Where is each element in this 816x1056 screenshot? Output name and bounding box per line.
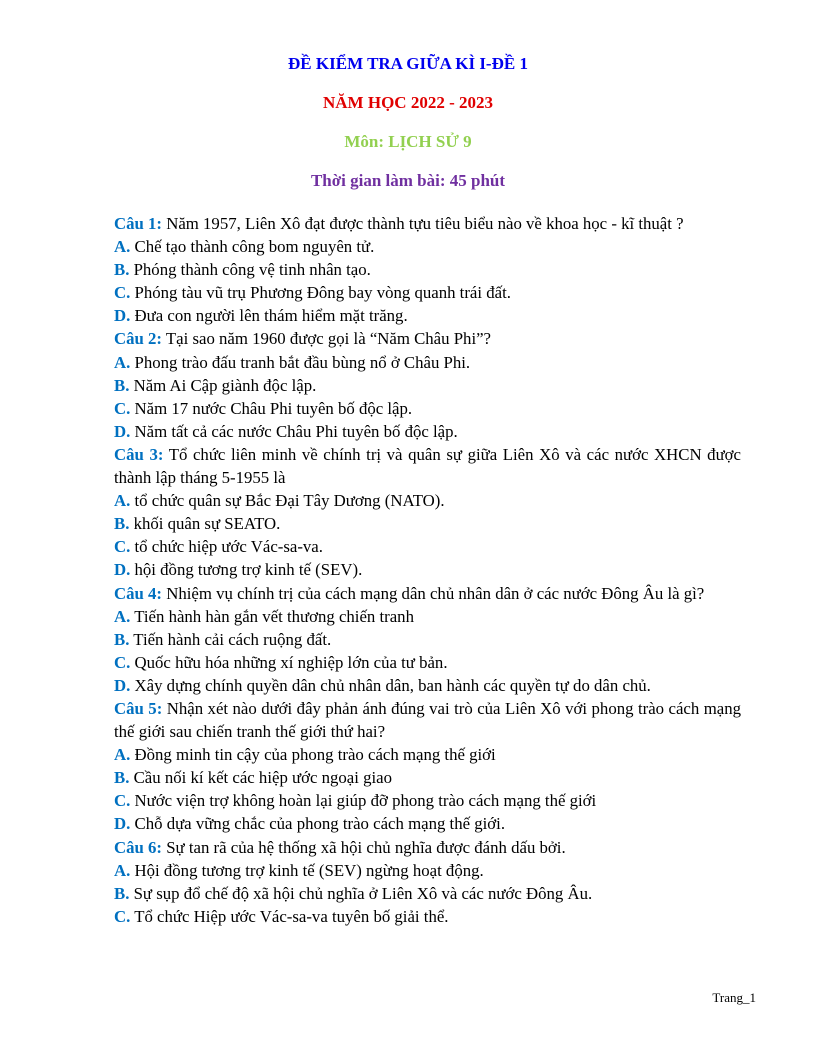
question-label: Câu 6: xyxy=(114,837,163,857)
answer-option xyxy=(114,374,741,397)
option-letter: B. xyxy=(114,629,130,649)
option-letter: D. xyxy=(114,814,131,834)
option-text: Tổ chức Hiệp ước Vác-sa-va tuyên bố giải thể. xyxy=(130,906,449,926)
option-letter: C. xyxy=(114,283,131,303)
option-text: tổ chức quân sự Bắc Đại Tây Dương (NATO). xyxy=(130,491,445,511)
option-letter: C. xyxy=(114,652,131,672)
question-label: Câu 5: xyxy=(114,698,163,718)
question-label: Câu 1: xyxy=(114,214,163,233)
option-letter: B. xyxy=(114,260,130,280)
question-block xyxy=(114,697,741,836)
option-letter: C. xyxy=(114,398,131,418)
option-letter: D. xyxy=(114,421,131,441)
answer-option xyxy=(114,628,741,651)
answer-option xyxy=(114,905,741,928)
question-body: Năm 1957, Liên Xô đạt được thành tựu tiêu biểu nào về khoa học - kĩ thuật ? xyxy=(162,214,684,233)
option-letter: A. xyxy=(114,606,131,626)
option-letter: A. xyxy=(114,491,131,511)
exam-title: ĐỀ KIỂM TRA GIỮA KÌ I-ĐỀ 1 xyxy=(288,54,528,73)
question-label: Câu 3: xyxy=(114,444,164,464)
option-text: Đồng minh tin cậy của phong trào cách mạng thế giới xyxy=(130,745,496,765)
option-letter: A. xyxy=(114,352,131,372)
answer-option xyxy=(114,397,741,420)
option-text: Xây dựng chính quyền dân chủ nhân dân, ban hành các quyền tự do dân chủ. xyxy=(130,675,651,695)
subject-line: Môn: LỊCH SỬ 9 xyxy=(344,132,472,151)
answer-option xyxy=(114,258,741,281)
option-letter: D. xyxy=(114,306,131,326)
question-block xyxy=(114,443,741,582)
option-letter: B. xyxy=(114,768,130,788)
option-letter: C. xyxy=(114,537,131,557)
question-text xyxy=(114,327,741,350)
answer-option xyxy=(114,766,741,789)
option-text: khối quân sự SEATO. xyxy=(129,514,281,534)
school-year: NĂM HỌC 2022 - 2023 xyxy=(323,93,493,112)
question-text xyxy=(114,582,741,605)
question-block xyxy=(114,212,741,327)
answer-option xyxy=(114,489,741,512)
option-letter: D. xyxy=(114,560,131,580)
answer-option xyxy=(114,605,741,628)
option-letter: D. xyxy=(114,675,131,695)
question-block xyxy=(114,582,741,697)
answer-option xyxy=(114,789,741,812)
option-letter: B. xyxy=(114,883,130,903)
answer-option xyxy=(114,351,741,374)
option-letter: A. xyxy=(114,237,131,257)
option-text: Chỗ dựa vững chắc của phong trào cách mạng thế giới. xyxy=(130,814,506,834)
question-body: Tại sao năm 1960 được gọi là “Năm Châu Phi”? xyxy=(162,329,492,349)
option-text: Quốc hữu hóa những xí nghiệp lớn của tư bản. xyxy=(130,652,448,672)
answer-option xyxy=(114,812,741,835)
question-text xyxy=(114,212,741,235)
answer-option xyxy=(114,420,741,443)
question-label: Câu 2: xyxy=(114,329,163,349)
option-text: tổ chức hiệp ước Vác-sa-va. xyxy=(130,537,323,557)
question-text xyxy=(114,697,741,743)
option-text: Hội đồng tương trợ kinh tế (SEV) ngừng hoạt động. xyxy=(130,860,484,880)
option-text: Năm Ai Cập giành độc lập. xyxy=(129,375,317,395)
option-text: hội đồng tương trợ kinh tế (SEV). xyxy=(130,560,363,580)
option-letter: B. xyxy=(114,375,130,395)
time-limit: Thời gian làm bài: 45 phút xyxy=(310,171,506,190)
question-list xyxy=(114,212,741,928)
option-text: Tiến hành hàn gắn vết thương chiến tranh xyxy=(130,606,414,626)
option-text: Phóng tàu vũ trụ Phương Đông bay vòng quanh trái đất. xyxy=(130,283,511,303)
question-text xyxy=(114,836,741,859)
option-text: Chế tạo thành công bom nguyên tử. xyxy=(130,237,375,257)
question-block xyxy=(114,327,741,442)
question-body: Tổ chức liên minh về chính trị và quân sự giữa Liên Xô và các nước XHCN được thành lập tháng 5-1955 là xyxy=(114,444,741,488)
option-letter: C. xyxy=(114,906,131,926)
answer-option xyxy=(114,304,741,327)
question-text xyxy=(114,443,741,489)
option-text: Phong trào đấu tranh bắt đầu bùng nổ ở Châu Phi. xyxy=(130,352,471,372)
option-text: Đưa con người lên thám hiểm mặt trăng. xyxy=(130,306,408,326)
option-text: Năm tất cả các nước Châu Phi tuyên bố độc lập. xyxy=(130,421,458,441)
question-body: Sự tan rã của hệ thống xã hội chủ nghĩa được đánh dấu bởi. xyxy=(162,837,566,857)
option-text: Cầu nối kí kết các hiệp ước ngoại giao xyxy=(129,768,393,788)
answer-option xyxy=(114,882,741,905)
answer-option xyxy=(114,558,741,581)
option-text: Năm 17 nước Châu Phi tuyên bố độc lập. xyxy=(130,398,413,418)
option-letter: A. xyxy=(114,745,131,765)
option-text: Sự sụp đổ chế độ xã hội chủ nghĩa ở Liên Xô và các nước Đông Âu. xyxy=(129,883,593,903)
page-number: Trang_1 xyxy=(712,990,756,1005)
option-text: Tiến hành cải cách ruộng đất. xyxy=(129,629,332,649)
answer-option xyxy=(114,651,741,674)
answer-option xyxy=(114,512,741,535)
answer-option xyxy=(114,674,741,697)
question-label: Câu 4: xyxy=(114,583,163,603)
answer-option xyxy=(114,743,741,766)
answer-option xyxy=(114,281,741,304)
option-text: Nước viện trợ không hoàn lại giúp đỡ phong trào cách mạng thế giới xyxy=(130,791,597,811)
question-body: Nhiệm vụ chính trị của cách mạng dân chủ nhân dân ở các nước Đông Âu là gì? xyxy=(162,583,705,603)
option-letter: C. xyxy=(114,791,131,811)
option-text: Phóng thành công vệ tinh nhân tạo. xyxy=(129,260,371,280)
option-letter: B. xyxy=(114,514,130,534)
answer-option xyxy=(114,535,741,558)
answer-option xyxy=(114,235,741,258)
question-block xyxy=(114,836,741,928)
option-letter: A. xyxy=(114,860,131,880)
question-body: Nhận xét nào dưới đây phản ánh đúng vai trò của Liên Xô với phong trào cách mạng thế giới sau chiến tranh thế giới thứ hai? xyxy=(114,698,741,742)
answer-option xyxy=(114,859,741,882)
